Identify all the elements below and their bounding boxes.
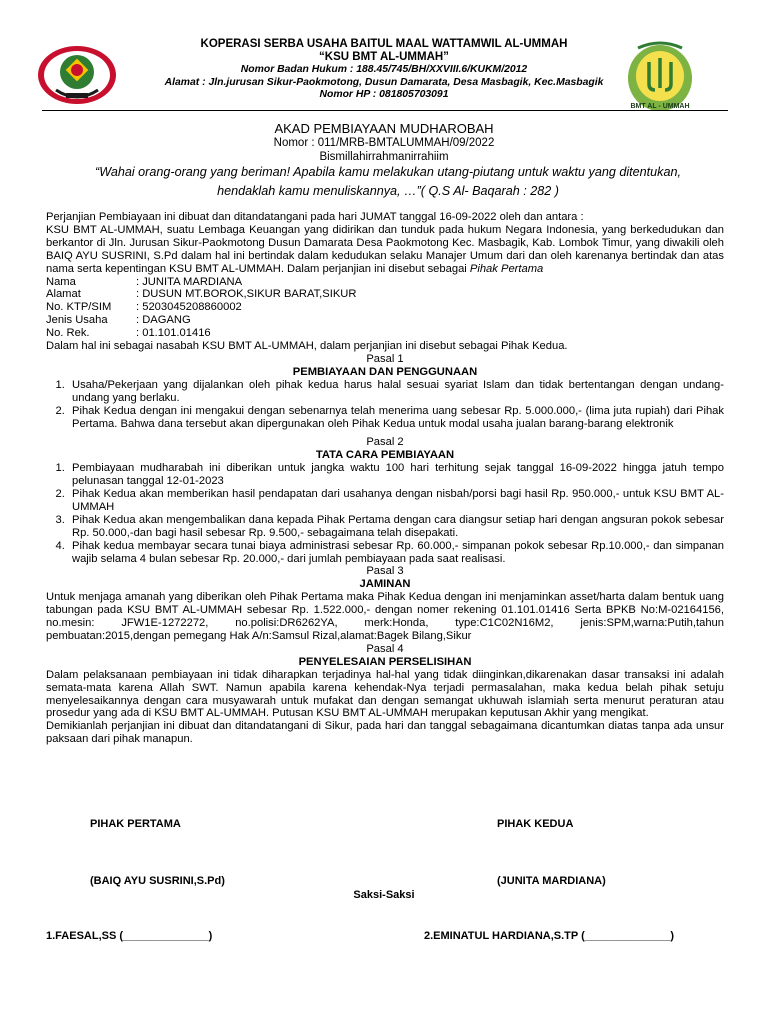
pasal-3-number: Pasal 3 xyxy=(366,565,404,578)
borrower-value: : 5203045208860002 xyxy=(136,301,242,314)
quote-line-2: hendaklah kamu menuliskannya, …”( Q.S Al- Baqarah : 282 ) xyxy=(217,184,559,198)
pihak-pertama-term: Pihak Pertama xyxy=(469,262,544,275)
borrower-key: Alamat xyxy=(46,288,81,301)
pasal-2-number: Pasal 2 xyxy=(366,436,404,449)
borrower-value: : DUSUN MT.BOROK,SIKUR BARAT,SIKUR xyxy=(136,288,357,301)
intro-text: KSU BMT AL-UMMAH, suatu Lembaga Keuangan yang didirikan dan tunduk pada hukum Negara Indonesia, yang berkedudukan dan berkantor di Jln. Jurusan Sikur-Paokmotong Dusun Damarata Desa Paokmotong Kec. Masbagik, Kab. Lombok Timur, yang diwakili oleh BAIQ AYU SUSRINI, S.Pd dalam hal ini bertindak dalam kedudukan selaku Manajer Umum dari dan oleh karenanya bertindak dan atas nama serta kepentingan KSU BMT AL-UMMAH. Dalam perjanjian ini disebut sebagai xyxy=(46,223,724,275)
list-item: 2. Pihak Kedua dengan ini mengakui dengan sebenarnya telah menerima uang sebesar Rp. 5.000.000,- (lima juta rupiah) dari Pihak Pertama. Bahwa dana tersebut akan dipergunakan oleh Pihak Kedua untuk modal usaha jualan barang-barang elektronik xyxy=(68,405,724,431)
pasal-4-text: Dalam pelaksanaan pembiayaan ini tidak diharapkan terjadinya hal-hal yang tidak diinginkan,dikarenakan dasar transaksi ini adalah semata-mata karena Allah SWT. Namun apabila karena kehendak-Nya terjadi permasalahan, maka kedua belah pihak setuju menyelesaikannya dengan cara musyawarah untuk mufakat dan dengan semangat ukhuwah islamiah serta menurut peraturan atau prosedur yang ada di KSU BMT AL-UMMAH. Putusan KSU BMT AL-UMMAH merupakan keputusan Akhir yang mengikat. xyxy=(46,668,724,720)
org-address: Alamat : Jln.jurusan Sikur-Paokmotong, Dusun Damarata, Desa Masbagik, Kec.Masbagik xyxy=(164,76,604,88)
bmt-logo-text: BMT AL - UMMAH xyxy=(630,103,690,110)
contract-body xyxy=(46,211,724,746)
org-short-name: “KSU BMT AL-UMMAH” xyxy=(319,51,449,63)
borrower-key: No. KTP/SIM xyxy=(46,301,112,314)
legal-number: Nomor Badan Hukum : 188.45/745/BH/XXVIII.6/KUKM/2012 xyxy=(240,64,528,75)
borrower-row xyxy=(46,314,724,327)
borrower-value: : 01.101.01416 xyxy=(136,327,211,340)
quote-line-1: “Wahai orang-orang yang beriman! Apabila kamu melakukan utang-piutang untuk waktu yang ditentukan, xyxy=(95,165,681,179)
borrower-row xyxy=(46,276,724,289)
pasal-2-title: TATA CARA PEMBIAYAAN xyxy=(315,449,455,462)
intro-paragraph xyxy=(46,224,724,276)
borrower-key: Nama xyxy=(46,275,76,288)
party2-name: (JUNITA MARDIANA) xyxy=(497,875,606,887)
borrower-key: No. Rek. xyxy=(46,327,90,340)
borrower-value: : DAGANG xyxy=(136,314,191,327)
pasal-4-number: Pasal 4 xyxy=(366,642,404,655)
org-name: KOPERASI SERBA USAHA BAITUL MAAL WATTAMWIL AL-UMMAH xyxy=(200,38,568,50)
borrower-key: Jenis Usaha xyxy=(46,314,108,327)
org-phone: Nomor HP : 081805703091 xyxy=(319,89,449,101)
witness-1: 1.FAESAL,SS (______________) xyxy=(46,930,213,942)
doc-title: AKAD PEMBIAYAAN MUDHAROBAH xyxy=(274,121,494,136)
borrower-details xyxy=(46,276,724,341)
pasal-3-title: JAMINAN xyxy=(359,578,411,591)
intro-line: Perjanjian Pembiayaan ini dibuat dan ditandatangani pada hari JUMAT tanggal 16-09-2022 oleh dan antara : xyxy=(46,211,584,223)
witness-label: Saksi-Saksi xyxy=(353,889,415,901)
pasal-1-title: PEMBIAYAAN DAN PENGGUNAAN xyxy=(292,365,478,378)
list-item: 3. Pihak Kedua akan mengembalikan dana kepada Pihak Pertama dengan cara diangsur setiap hari dengan angsuran pokok sebesar Rp. 50.000,-dan bagi hasil sebesar Rp. 9.500,- sebagaimana telah disepakati. xyxy=(68,514,724,540)
pasal-1-list xyxy=(46,379,724,431)
pasal-3-text: Untuk menjaga amanah yang diberikan oleh Pihak Pertama maka Pihak Kedua dengan ini menjaminkan asset/harta dalam bentuk uang tabungan pada KSU BMT AL-UMMAH sebesar Rp. 1.522.000,- dengan nomer rekening 01.101.01416 Serta BPKB No:M-02164156, no.mesin: JFW1E-1272272, no.polisi:DR6262YA, merk:Honda, type:C1C02N16M2, jenis:SPM,warna:Putih,tahun pembuatan:2015,dengan pemegang Hak A/n:Samsul Rizal,alamat:Bagek Bilang,Sikur xyxy=(46,591,724,642)
party1-name: (BAIQ AYU SUSRINI,S.Pd) xyxy=(90,875,225,887)
bmt-logo xyxy=(624,38,696,114)
party1-label: PIHAK PERTAMA xyxy=(90,818,181,830)
header-divider xyxy=(42,110,728,111)
doc-number: Nomor : 011/MRB-BMTALUMMAH/09/2022 xyxy=(273,137,495,149)
list-item: 1. Pembiayaan mudharabah ini diberikan untuk jangka waktu 100 hari terhitung sejak tanggal 16-09-2022 hingga jatuh tempo pelunasan tanggal 12-01-2023 xyxy=(68,462,724,488)
list-item: 1. Usaha/Pekerjaan yang dijalankan oleh pihak kedua harus halal sesuai syariat Islam dan tidak bertentangan dengan undang-undang yang berlaku. xyxy=(68,379,724,405)
closing-text: Demikianlah perjanjian ini dibuat dan ditandatangani di Sikur, pada hari dan tanggal sebagaimana dicantumkan diatas tanpa ada unsur paksaan dari pihak manapun. xyxy=(46,720,724,746)
borrower-value: : JUNITA MARDIANA xyxy=(136,275,243,288)
borrower-row xyxy=(46,327,724,340)
borrower-row xyxy=(46,301,724,314)
borrower-note: Dalam hal ini sebagai nasabah KSU BMT AL-UMMAH, dalam perjanjian ini disebut sebagai Pihak Kedua. xyxy=(46,340,568,353)
list-item: 4. Pihak kedua membayar secara tunai biaya administrasi sebesar Rp. 60.000,- simpanan pokok sebesar Rp.10.000,- dan simpanan wajib selama 4 bulan sebesar Rp. 20.000,- dari jumlah pembiayaan pada saat realisasi. xyxy=(68,540,724,566)
witness-2: 2.EMINATUL HARDIANA,S.TP (______________) xyxy=(424,930,675,942)
party2-label: PIHAK KEDUA xyxy=(497,818,574,830)
pasal-4-title: PENYELESAIAN PERSELISIHAN xyxy=(298,655,472,668)
list-item: 2. Pihak Kedua akan memberikan hasil pendapatan dari usahanya dengan nisbah/porsi bagi hasil Rp. 950.000,- untuk KSU BMT AL-UMMAH xyxy=(68,488,724,514)
pasal-2-list xyxy=(46,462,724,565)
pasal-1-number: Pasal 1 xyxy=(366,352,404,365)
borrower-row xyxy=(46,288,724,301)
basmalah: Bismillahirrahmanirrahiim xyxy=(319,151,449,163)
